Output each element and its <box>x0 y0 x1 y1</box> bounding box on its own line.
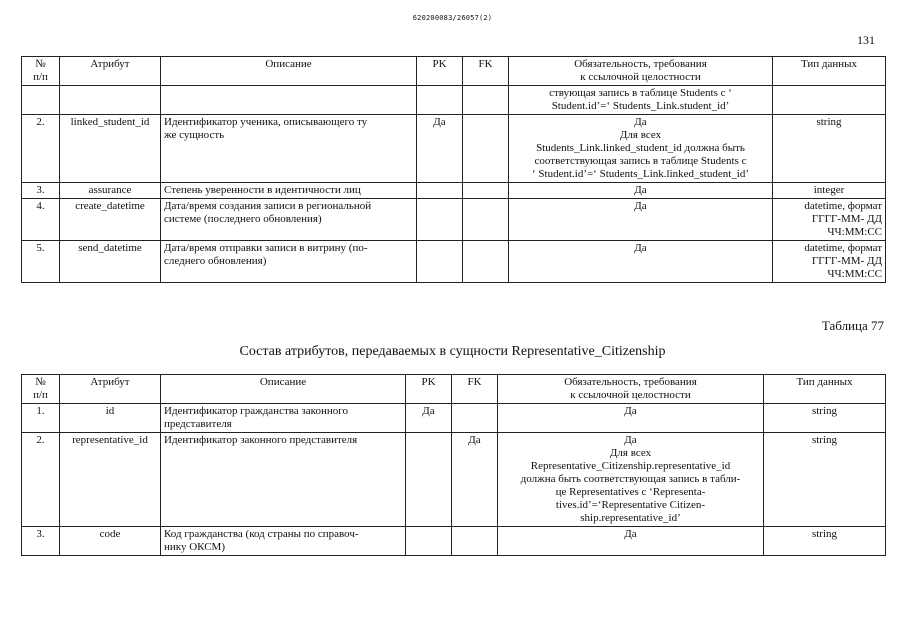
cell-requirements: Да <box>509 183 773 199</box>
cell-attribute: send_datetime <box>60 241 161 283</box>
attributes-table-continued <box>21 56 886 283</box>
cell-description: Код гражданства (код страны по справоч- нику ОКСМ) <box>161 527 406 556</box>
cell-attribute: id <box>60 404 161 433</box>
cell-fk <box>463 241 509 283</box>
cell-num: 3. <box>22 183 60 199</box>
header-pk: PK <box>406 375 452 404</box>
page-number: 131 <box>857 33 875 47</box>
cell-requirements: Да <box>498 527 764 556</box>
cell-fk <box>463 86 509 115</box>
cell-data-type: datetime, формат ГГГГ-ММ- ДД ЧЧ:ММ:СС <box>773 199 886 241</box>
cell-attribute <box>60 86 161 115</box>
table-header-row <box>22 375 886 404</box>
cell-data-type: string <box>764 433 886 527</box>
cell-pk <box>417 199 463 241</box>
cell-attribute: representative_id <box>60 433 161 527</box>
cell-fk <box>463 115 509 183</box>
cell-description: Дата/время создания записи в региональной системе (последнего обновления) <box>161 199 417 241</box>
representative-citizenship-table <box>21 374 886 556</box>
cell-description: Идентификатор законного представителя <box>161 433 406 527</box>
document-id: 620200083/26057(2) <box>412 14 493 22</box>
header-requirements: Обязательность, требования к ссылочной целостности <box>498 375 764 404</box>
cell-attribute: create_datetime <box>60 199 161 241</box>
header-data-type: Тип данных <box>773 57 886 86</box>
cell-requirements: Да <box>498 404 764 433</box>
cell-fk <box>463 199 509 241</box>
table-row <box>22 433 886 527</box>
cell-requirements: ствующая запись в таблице Students с ‘ Student.id’=‘ Students_Link.student_id’ <box>509 86 773 115</box>
header-attribute: Атрибут <box>60 57 161 86</box>
header-description: Описание <box>161 57 417 86</box>
cell-attribute: code <box>60 527 161 556</box>
cell-data-type: integer <box>773 183 886 199</box>
cell-fk: Да <box>452 433 498 527</box>
table-row <box>22 86 886 115</box>
cell-pk <box>417 183 463 199</box>
cell-data-type: datetime, формат ГГГГ-ММ- ДД ЧЧ:ММ:СС <box>773 241 886 283</box>
header-pk: PK <box>417 57 463 86</box>
header-fk: FK <box>452 375 498 404</box>
cell-fk <box>452 404 498 433</box>
cell-data-type: string <box>764 404 886 433</box>
cell-pk <box>417 86 463 115</box>
cell-requirements: Да Для всех Representative_Citizenship.representative_id должна быть соответствующая запись в табли- це Representatives с ‘Representa- tives.id’=‘Representative Citizen- ship.representative_id’ <box>498 433 764 527</box>
cell-pk: Да <box>406 404 452 433</box>
cell-description: Идентификатор гражданства законного представителя <box>161 404 406 433</box>
cell-requirements: Да <box>509 199 773 241</box>
cell-num: 1. <box>22 404 60 433</box>
cell-pk <box>406 433 452 527</box>
cell-data-type: string <box>764 527 886 556</box>
cell-num: 2. <box>22 433 60 527</box>
header-attribute: Атрибут <box>60 375 161 404</box>
cell-description <box>161 86 417 115</box>
cell-description: Идентификатор ученика, описывающего ту же сущность <box>161 115 417 183</box>
header-description: Описание <box>161 375 406 404</box>
cell-description: Степень уверенности в идентичности лиц <box>161 183 417 199</box>
cell-fk <box>463 183 509 199</box>
cell-num: 4. <box>22 199 60 241</box>
cell-data-type: string <box>773 115 886 183</box>
cell-attribute: linked_student_id <box>60 115 161 183</box>
cell-requirements: Да <box>509 241 773 283</box>
cell-fk <box>452 527 498 556</box>
header-num: № п/п <box>22 57 60 86</box>
cell-pk: Да <box>417 115 463 183</box>
cell-attribute: assurance <box>60 183 161 199</box>
cell-description: Дата/время отправки записи в витрину (по- следнего обновления) <box>161 241 417 283</box>
table-header-row <box>22 57 886 86</box>
cell-num: 2. <box>22 115 60 183</box>
table-row <box>22 183 886 199</box>
table-row <box>22 527 886 556</box>
header-data-type: Тип данных <box>764 375 886 404</box>
section-title: Состав атрибутов, передаваемых в сущности Representative_Citizenship <box>239 344 666 359</box>
header-num: № п/п <box>22 375 60 404</box>
cell-num: 5. <box>22 241 60 283</box>
cell-requirements: Да Для всех Students_Link.linked_student_id должна быть соответствующая запись в таблице Students с ‘ Student.id’=‘ Students_Link.linked_student_id’ <box>509 115 773 183</box>
cell-pk <box>417 241 463 283</box>
header-fk: FK <box>463 57 509 86</box>
table-row <box>22 241 886 283</box>
cell-pk <box>406 527 452 556</box>
table-caption: Таблица 77 <box>821 318 884 333</box>
table-row <box>22 404 886 433</box>
cell-data-type <box>773 86 886 115</box>
table-row <box>22 199 886 241</box>
cell-num <box>22 86 60 115</box>
table-row <box>22 115 886 183</box>
cell-num: 3. <box>22 527 60 556</box>
header-requirements: Обязательность, требования к ссылочной целостности <box>509 57 773 86</box>
